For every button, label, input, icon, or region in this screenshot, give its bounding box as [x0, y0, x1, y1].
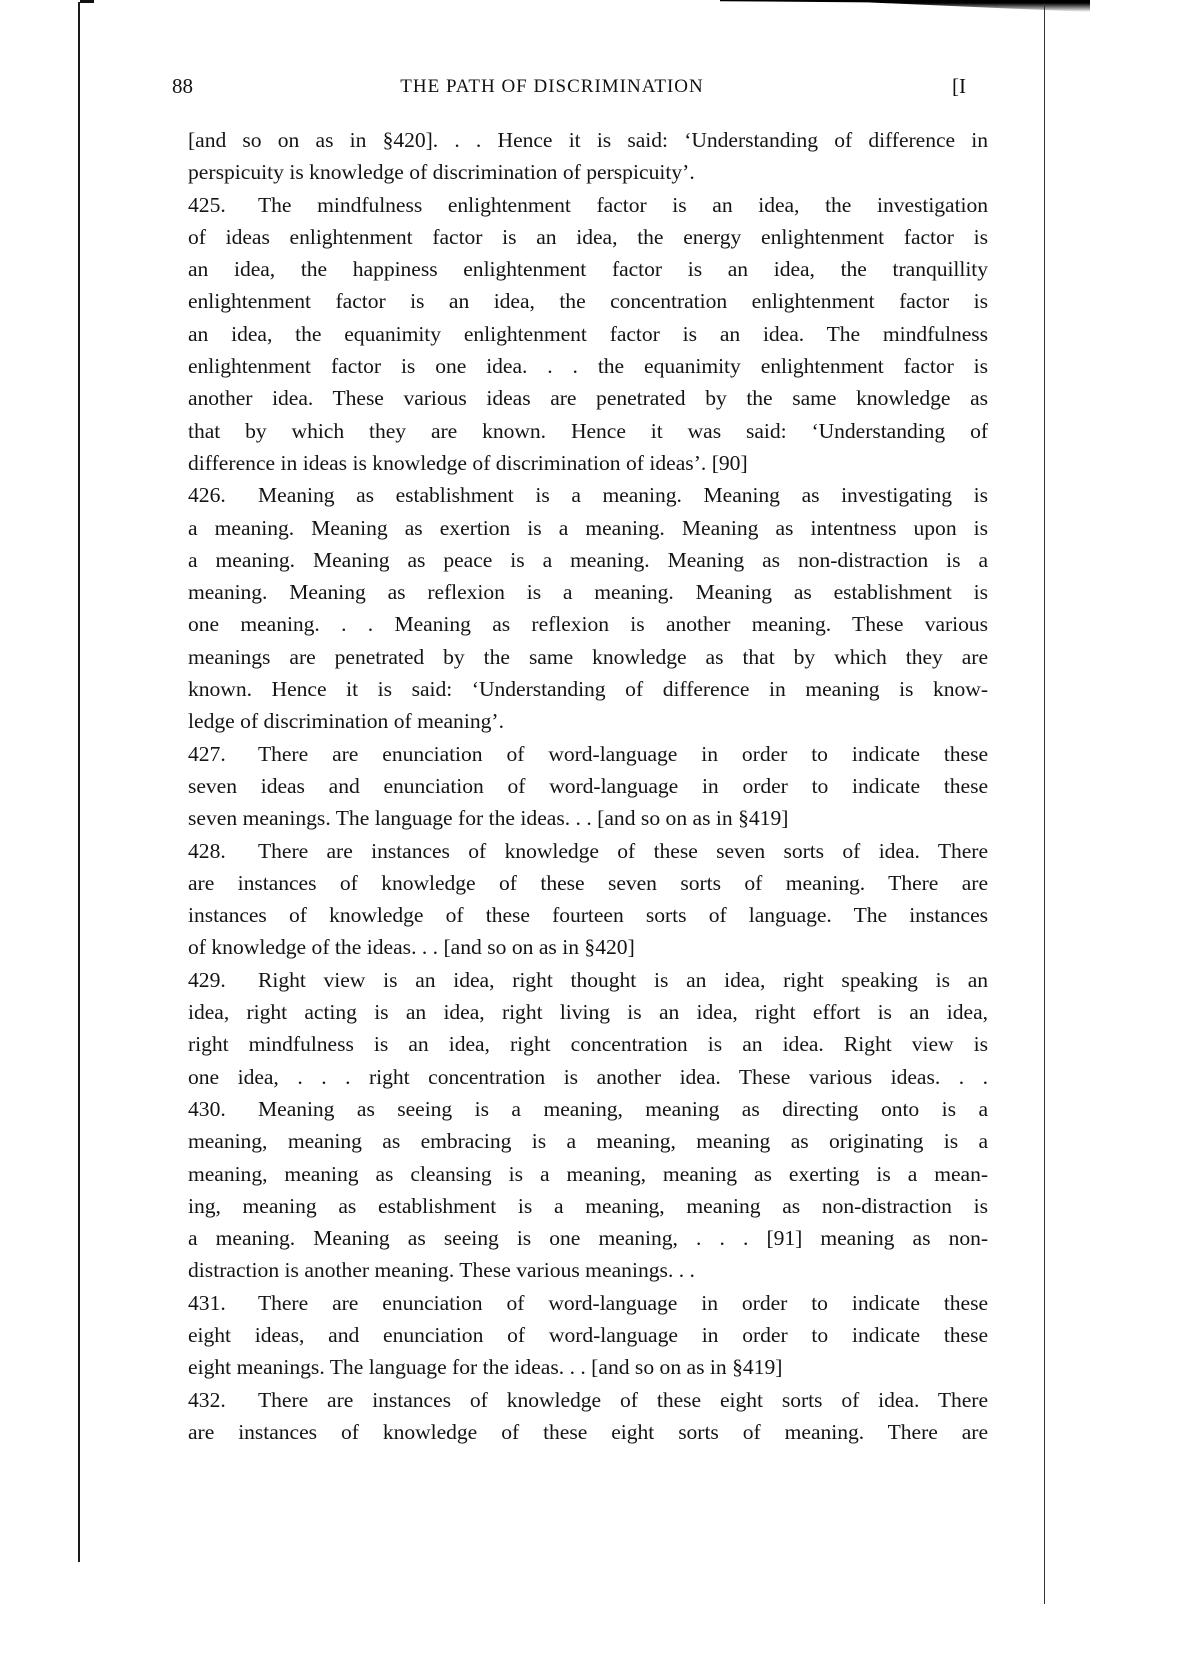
line-text: distraction is another meaning. These various meanings. . . [188, 1258, 695, 1283]
text-line [188, 1190, 988, 1222]
paragraph-number: 432. [188, 1387, 226, 1412]
line-text: difference in ideas is knowledge of discrimination of ideas’. [90] [188, 450, 748, 475]
page-top-corner [80, 0, 94, 3]
line-text: meanings are penetrated by the same knowledge as that by which they are [188, 644, 988, 669]
paragraph-number: 425. [188, 192, 226, 217]
paragraph-number: 427. [188, 741, 226, 766]
line-text: are instances of knowledge of these eight sorts of meaning. There are [188, 1419, 988, 1444]
paragraph-number: 431. [188, 1290, 226, 1315]
line-text: ing, meaning as establishment is a meaning, meaning as non-distraction is [188, 1193, 988, 1218]
line-text: a meaning. Meaning as exertion is a meaning. Meaning as intentness upon is [188, 515, 988, 540]
line-text: an idea, the happiness enlightenment factor is an idea, the tranquillity [188, 257, 988, 282]
text-line [188, 996, 988, 1028]
scan-shadow [720, 0, 1090, 12]
text-line [188, 479, 988, 511]
line-text: meaning, meaning as embracing is a meaning, meaning as originating is a [188, 1129, 988, 1154]
paragraph-number: 428. [188, 838, 226, 863]
line-text: ledge of discrimination of meaning’. [188, 709, 505, 734]
page-left-edge [78, 2, 80, 1562]
line-text: There are instances of knowledge of these eight sorts of idea. There [258, 1387, 988, 1412]
line-text: that by which they are known. Hence it was said: ‘Understanding of [188, 418, 988, 443]
text-line [188, 447, 988, 479]
line-text: one meaning. . . Meaning as reflexion is another meaning. These various [188, 612, 988, 637]
text-line [188, 899, 988, 931]
text-line [188, 641, 988, 673]
text-line [188, 124, 988, 156]
line-text: another idea. These various ideas are penetrated by the same knowledge as [188, 386, 988, 411]
text-line [188, 1028, 988, 1060]
text-line [188, 544, 988, 576]
line-text: a meaning. Meaning as seeing is one meaning, . . . [91] meaning as non- [188, 1226, 988, 1251]
line-text: seven ideas and enunciation of word-language in order to indicate these [188, 773, 988, 798]
line-text: Meaning as establishment is a meaning. Meaning as investigating is [258, 483, 988, 508]
text-line [188, 802, 988, 834]
line-text: one idea, . . . right concentration is another idea. These various ideas. . . [188, 1064, 988, 1089]
paragraph-number: 426. [188, 483, 226, 508]
line-text: There are enunciation of word-language in order to indicate these [258, 741, 988, 766]
line-text: known. Hence it is said: ‘Understanding of difference in meaning is know- [188, 677, 988, 702]
text-line [188, 705, 988, 737]
text-line [188, 1254, 988, 1286]
line-text: right mindfulness is an idea, right concentration is an idea. Right view is [188, 1032, 988, 1057]
text-line [188, 285, 988, 317]
text-line [188, 964, 988, 996]
text-line [188, 770, 988, 802]
page-header [172, 74, 1002, 104]
text-line [188, 350, 988, 382]
running-title: THE PATH OF DISCRIMINATION [400, 76, 704, 97]
line-text: meaning, meaning as cleansing is a meaning, meaning as exerting is a mean- [188, 1161, 988, 1186]
text-line [188, 156, 988, 188]
line-text: [and so on as in §420]. . . Hence it is said: ‘Understanding of difference in [188, 128, 988, 152]
line-text: enlightenment factor is an idea, the concentration enlightenment factor is [188, 289, 988, 314]
text-line [188, 1061, 988, 1093]
text-line [188, 931, 988, 963]
text-line [188, 673, 988, 705]
text-line [188, 189, 988, 221]
chapter-bracket: [I [952, 74, 966, 98]
line-text: of knowledge of the ideas. . . [and so on as in §420] [188, 935, 635, 960]
text-line [188, 867, 988, 899]
line-text: a meaning. Meaning as peace is a meaning. Meaning as non-distraction is a [188, 547, 988, 572]
line-text: The mindfulness enlightenment factor is an idea, the investigation [258, 192, 988, 217]
text-line [188, 512, 988, 544]
text-line [188, 1093, 988, 1125]
paragraph-number: 429. [188, 967, 226, 992]
page-right-edge [1044, 4, 1045, 1604]
body-text [188, 124, 988, 1448]
text-line [188, 608, 988, 640]
text-line [188, 1416, 988, 1448]
text-line [188, 1222, 988, 1254]
line-text: of ideas enlightenment factor is an idea, the energy enlightenment factor is [188, 224, 988, 249]
text-line [188, 415, 988, 447]
line-text: instances of knowledge of these fourteen sorts of language. The instances [188, 903, 988, 928]
text-line [188, 318, 988, 350]
line-text: eight ideas, and enunciation of word-language in order to indicate these [188, 1322, 988, 1347]
line-text: an idea, the equanimity enlightenment factor is an idea. The mindfulness [188, 321, 988, 346]
page-number: 88 [172, 74, 193, 98]
line-text: There are instances of knowledge of these seven sorts of idea. There [258, 838, 988, 863]
text-line [188, 1319, 988, 1351]
line-text: Meaning as seeing is a meaning, meaning as directing onto is a [258, 1096, 988, 1121]
line-text: There are enunciation of word-language in order to indicate these [258, 1290, 988, 1315]
text-line [188, 221, 988, 253]
line-text: perspicuity is knowledge of discrimination of perspicuity’. [188, 160, 695, 185]
line-text: are instances of knowledge of these seven sorts of meaning. There are [188, 870, 988, 895]
paragraph-number: 430. [188, 1096, 226, 1121]
line-text: eight meanings. The language for the ideas. . . [and so on as in §419] [188, 1355, 783, 1380]
text-line [188, 253, 988, 285]
text-line [188, 1158, 988, 1190]
line-text: seven meanings. The language for the ideas. . . [and so on as in §419] [188, 806, 789, 831]
line-text: Right view is an idea, right thought is an idea, right speaking is an [258, 967, 988, 992]
text-line [188, 1384, 988, 1416]
line-text: idea, right acting is an idea, right living is an idea, right effort is an idea, [188, 1000, 988, 1025]
text-line [188, 382, 988, 414]
line-text: meaning. Meaning as reflexion is a meaning. Meaning as establishment is [188, 580, 988, 605]
text-line [188, 576, 988, 608]
text-line [188, 1351, 988, 1383]
text-line [188, 1125, 988, 1157]
line-text: enlightenment factor is one idea. . . the equanimity enlightenment factor is [188, 354, 988, 379]
text-line [188, 738, 988, 770]
text-line [188, 835, 988, 867]
text-line [188, 1287, 988, 1319]
